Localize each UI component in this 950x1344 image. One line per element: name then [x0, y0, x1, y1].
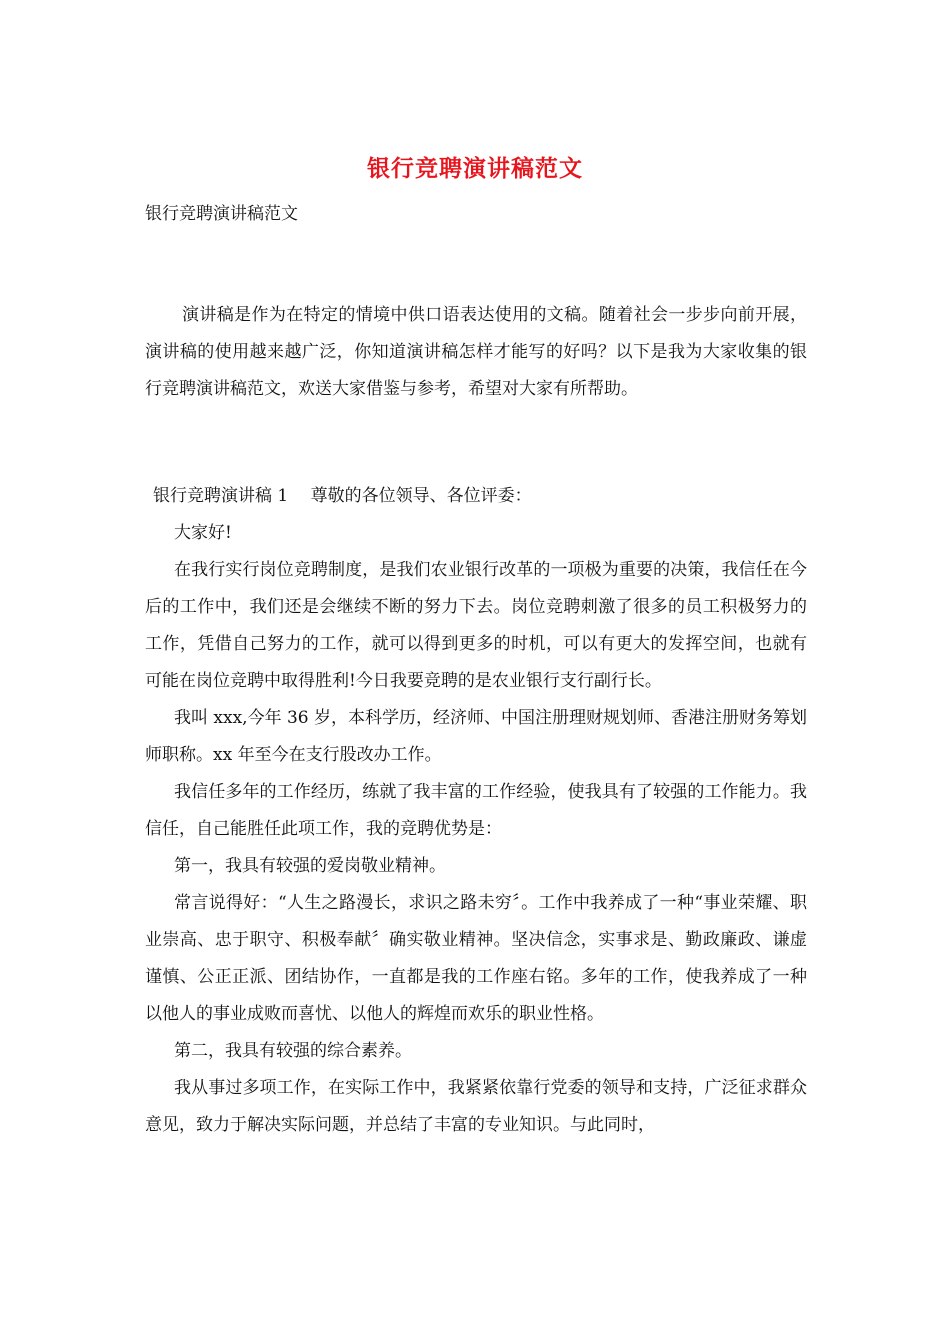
intro-paragraph: 演讲稿是作为在特定的情境中供口语表达使用的文稿。随着社会一步步向前开展，演讲稿的使用越来越广泛，你知道演讲稿怎样才能写的好吗？以下是我为大家收集的银行竞聘演讲稿范文，欢送大家借鉴与参考，希望对大家有所帮助。 — [145, 305, 807, 399]
document-subtitle: 银行竞聘演讲稿范文 — [145, 204, 298, 224]
paragraph-self-intro: 我叫 xxx,今年 36 岁，本科学历，经济师、中国注册理财规划师、香港注册财务筹划师职称。xx 年至今在支行股改办工作。 — [145, 708, 808, 765]
paragraph-competition: 在我行实行岗位竞聘制度，是我们农业银行改革的一项极为重要的决策，我信任在今后的工作中，我们还是会继续不断的努力下去。岗位竞聘刺激了很多的员工积极努力的工作，凭借自己努力的工作，就可以得到更多的时机，可以有更大的发挥空间，也就有可能在岗位竞聘中取得胜利!今日我要竞聘的是农业银行支行副行长。 — [145, 560, 807, 691]
paragraph-point-one: 第一，我具有较强的爱岗敬业精神。 — [174, 856, 446, 876]
intro-block — [145, 297, 807, 408]
paragraph-experience: 我信任多年的工作经历，练就了我丰富的工作经验，使我具有了较强的工作能力。我信任，自己能胜任此项工作，我的竞聘优势是： — [145, 782, 807, 839]
paragraph-point-two: 第二，我具有较强的综合素养。 — [174, 1041, 412, 1061]
paragraph-greeting: 大家好! — [174, 523, 232, 543]
document-title: 银行竞聘演讲稿范文 — [367, 155, 583, 182]
speech-section — [145, 478, 807, 1144]
paragraph-quality: 我从事过多项工作，在实际工作中，我紧紧依靠行党委的领导和支持，广泛征求群众意见，致力于解决实际问题，并总结了丰富的专业知识。与此同时， — [145, 1078, 807, 1135]
section-heading: 银行竞聘演讲稿 1 尊敬的各位领导、各位评委： — [153, 486, 532, 506]
paragraph-dedication: 常言说得好：“人生之路漫长，求识之路未穷〞。工作中我养成了一种“事业荣耀、职业崇高、忠于职守、积极奉献〞确实敬业精神。坚决信念，实事求是、勤政廉政、谦虚谨慎、公正正派、团结协作，一直都是我的工作座右铭。多年的工作，使我养成了一种以他人的事业成败而喜忧、以他人的辉煌而欢乐的职业性格。 — [145, 893, 807, 1024]
